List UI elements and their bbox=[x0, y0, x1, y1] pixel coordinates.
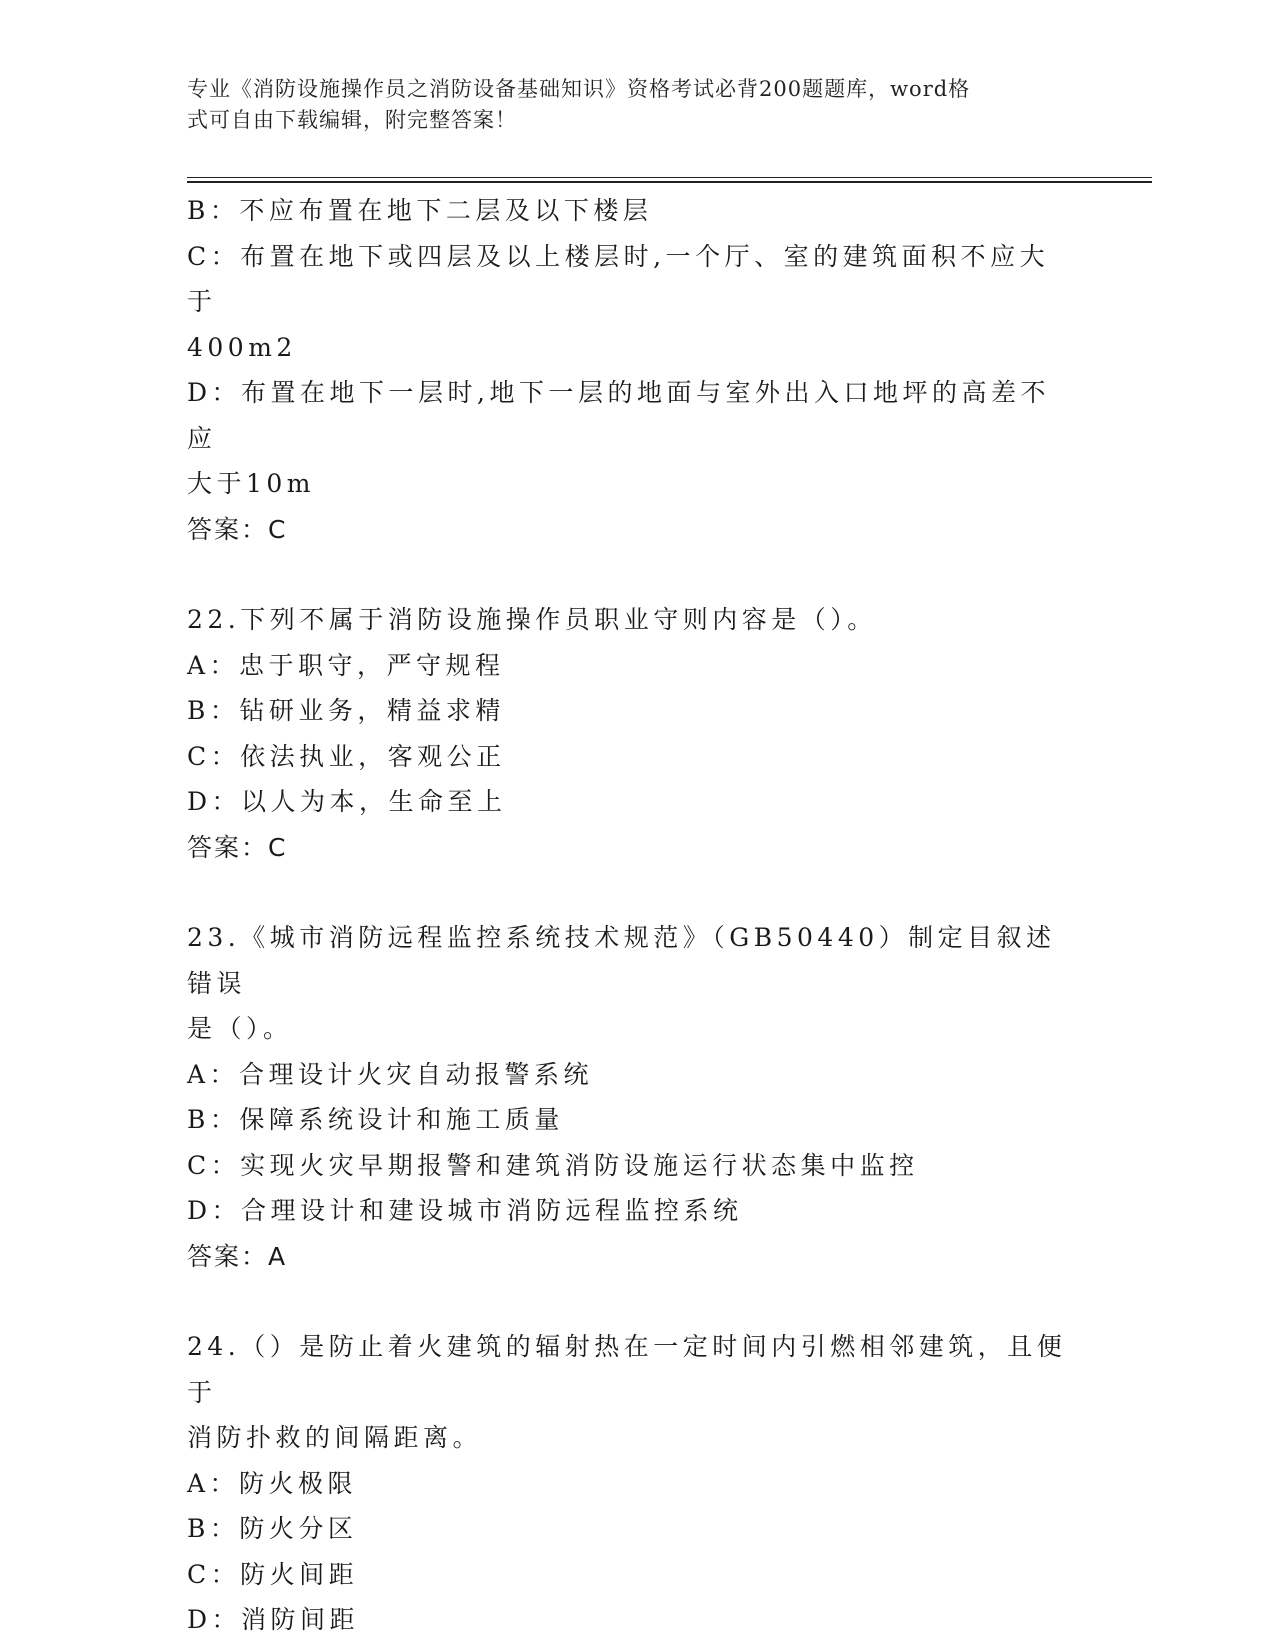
q24-option-d: D：消防间距 bbox=[187, 1605, 360, 1634]
question-23 bbox=[187, 915, 1067, 1279]
q21-option-b: B：不应布置在地下二层及以下楼层 bbox=[187, 196, 653, 225]
header-title-line-1: 专业《消防设施操作员之消防设备基础知识》资格考试必背200题题库，word格 bbox=[187, 77, 971, 101]
q21-option-c-line-1: C：布置在地下或四层及以上楼层时,一个厅、室的建筑面积不应大于 bbox=[187, 241, 1050, 316]
q21-option-d-line-1: D：布置在地下一层时,地下一层的地面与室外出入口地坪的高差不应 bbox=[187, 378, 1050, 453]
q22-answer: 答案：C bbox=[187, 832, 288, 862]
q23-stem-line-1: 23.《城市消防远程监控系统技术规范》（GB50440）制定目叙述错误 bbox=[187, 923, 1056, 998]
q22-option-a: A：忠于职守，严守规程 bbox=[187, 650, 505, 680]
document-header bbox=[187, 74, 1067, 136]
q23-option-b: B：保障系统设计和施工质量 bbox=[187, 1105, 564, 1134]
header-title-line-2: 式可自由下载编辑，附完整答案！ bbox=[187, 108, 517, 132]
q22-stem: 22.下列不属于消防设施操作员职业守则内容是（）。 bbox=[187, 605, 877, 634]
question-22 bbox=[187, 597, 1067, 870]
q21-answer: 答案：C bbox=[187, 514, 288, 544]
q22-option-d: D：以人为本，生命至上 bbox=[187, 787, 507, 816]
q23-option-d: D：合理设计和建设城市消防远程监控系统 bbox=[187, 1196, 743, 1225]
header-divider-thin bbox=[187, 177, 1152, 178]
q24-option-a: A：防火极限 bbox=[187, 1468, 358, 1498]
question-content bbox=[187, 188, 1067, 1643]
q21-option-c-line-2: 400m2 bbox=[187, 332, 297, 362]
q24-option-b: B：防火分区 bbox=[187, 1514, 358, 1543]
q22-option-c: C：依法执业，客观公正 bbox=[187, 741, 506, 771]
q24-stem-line-1: 24.（）是防止着火建筑的辐射热在一定时间内引燃相邻建筑，且便于 bbox=[187, 1332, 1067, 1407]
q24-stem-line-2: 消防扑救的间隔距离。 bbox=[187, 1423, 483, 1452]
q23-option-a: A：合理设计火灾自动报警系统 bbox=[187, 1059, 594, 1089]
header-divider-thick bbox=[187, 181, 1152, 183]
q22-option-b: B：钻研业务，精益求精 bbox=[187, 696, 505, 725]
question-21-tail bbox=[187, 188, 1067, 552]
q23-stem-line-2: 是（）。 bbox=[187, 1014, 293, 1043]
q21-option-d-line-2: 大于10m bbox=[187, 469, 316, 498]
q23-option-c: C：实现火灾早期报警和建筑消防设施运行状态集中监控 bbox=[187, 1150, 919, 1180]
q23-answer: 答案：A bbox=[187, 1241, 288, 1271]
q24-option-c: C：防火间距 bbox=[187, 1559, 359, 1589]
question-24 bbox=[187, 1324, 1067, 1643]
